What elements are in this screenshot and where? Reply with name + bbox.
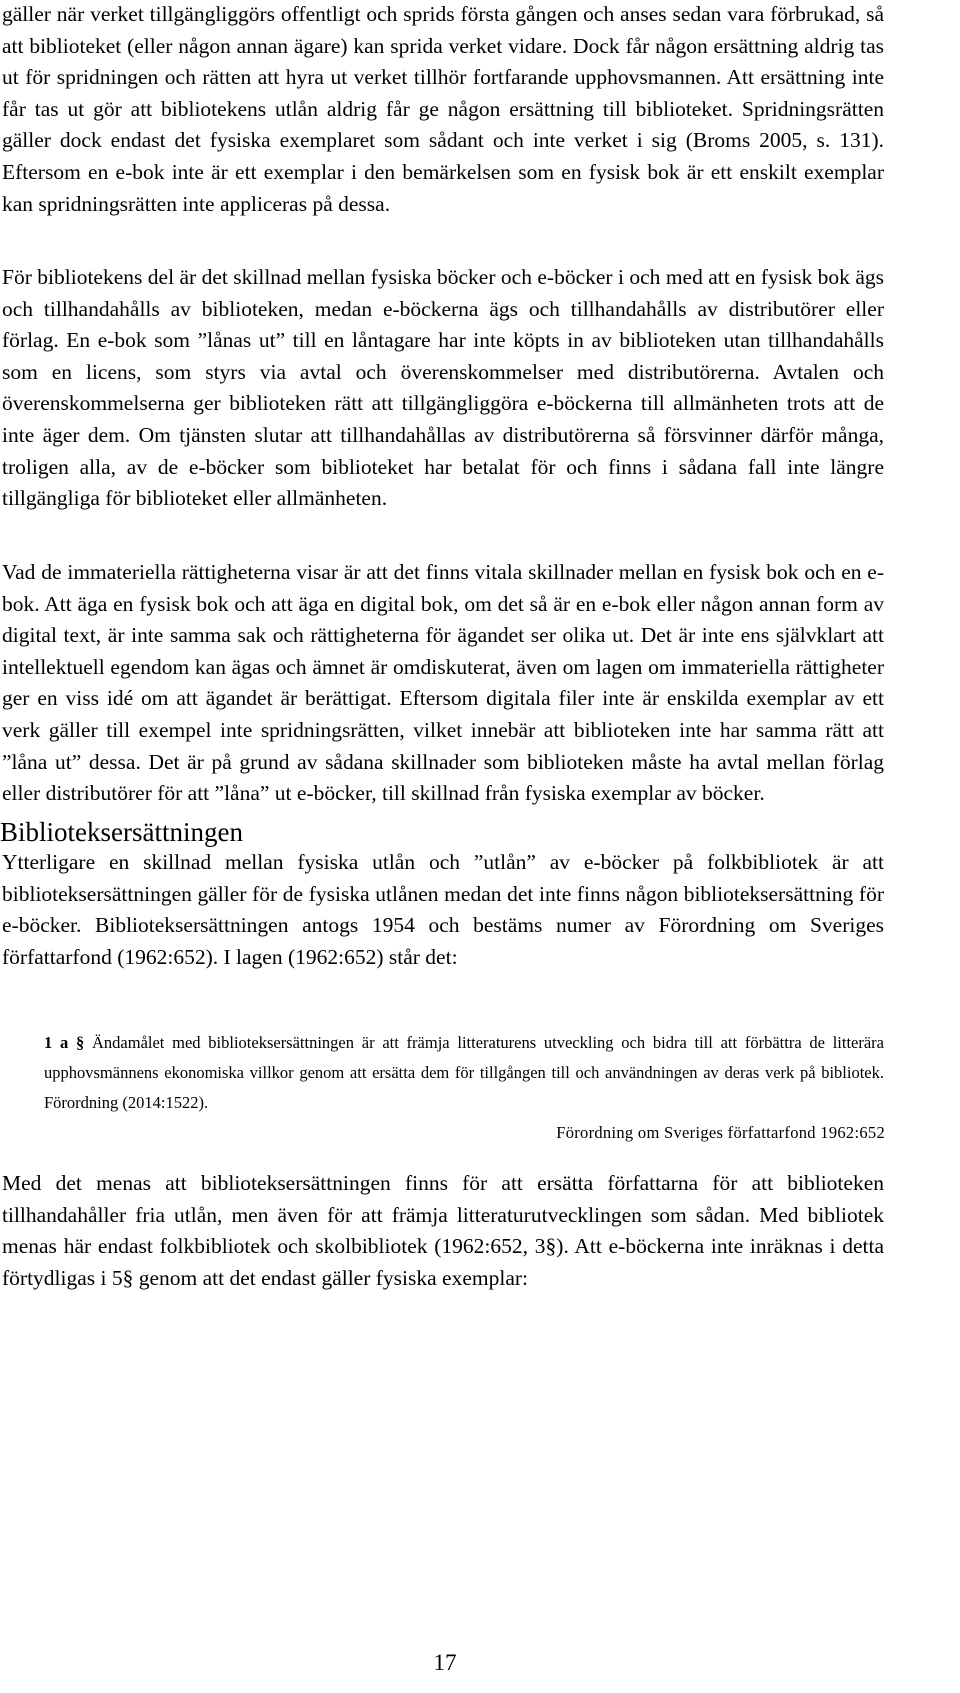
body-paragraph: Med det menas att biblioteksersättningen finns för att ersätta författarna för att biblioteken tillhandahåller fria utlån, men även för att främja litteraturutvecklingen som sådan. Med bibliotek menas här endast folkbibliotek och skolbibliotek (1962:652, 3§). Att e-böckerna inte inräknas i detta förtydligas i 5§ genom att det endast gäller fysiska exemplar: xyxy=(2,1171,884,1290)
quote-source: Förordning om Sveriges författarfond 1962:652 xyxy=(556,1123,885,1142)
quote-section-number: 1 a § xyxy=(44,1033,85,1052)
page-number: 17 xyxy=(433,1650,457,1675)
section-heading: Biblioteksersättningen xyxy=(0,817,243,847)
body-paragraph: gäller när verket tillgängliggörs offentligt och sprids första gången och anses sedan vara förbrukad, så att biblioteket (eller någon annan ägare) kan sprida verket vidare. Dock får någon ersättning aldrig tas ut för spridningen och rätten att hyra ut verket tillhör fortfarande upphovsmannen. Att ersättning inte får tas ut gör att bibliotekens utlån aldrig får ge någon ersättning till biblioteket. Spridningsrätten gäller dock endast det fysiska exemplaret som sådant och inte verket i sig (Broms 2005, s. 131). Eftersom en e-bok inte är ett exemplar i den bemärkelsen som en fysisk bok är ett enskilt exemplar kan spridningsrätten inte appliceras på dessa. xyxy=(2,2,884,216)
body-paragraph: Vad de immateriella rättigheterna visar är att det finns vitala skillnader mellan en fysisk bok och en e-bok. Att äga en fysisk bok och att äga en digital bok, om det så är en e-bok eller någon annan form av digital text, är inte samma sak och rättigheterna för ägandet ser olika ut. Det är inte ens självklart att intellektuell egendom kan ägas och ämnet är omdiskuterat, även om lagen om immateriella rättigheter ger en viss idé om att ägandet är berättigat. Eftersom digitala filer inte är enskilda exemplar av ett verk gäller till exempel inte spridningsrätten, vilket innebär att biblioteken inte har samma rätt att ”låna ut” dessa. Det är på grund av sådana skillnader som biblioteken måste ha avtal mellan förlag eller distributörer för att ”låna” ut e-böcker, till skillnad från fysiska exemplar av böcker. xyxy=(2,560,884,806)
quote-text: Ändamålet med biblioteksersättningen är att främja litteraturens utveckling och bidra till att förbättra de litterära upphovsmännens ekonomiska villkor genom att ersätta dem för tillgången till och användningen av deras verk på bibliotek. Förordning (2014:1522). xyxy=(44,1033,885,1112)
block-quote xyxy=(44,1028,884,1118)
body-paragraph: För bibliotekens del är det skillnad mellan fysiska böcker och e-böcker i och med att en fysisk bok ägs och tillhandahålls av biblioteken, medan e-böckerna ägs och tillhandahålls av distributörer eller förlag. En e-bok som ”lånas ut” till en låntagare har inte köpts in av biblioteken utan tillhandahålls som en licens, som styrs via avtal och överenskommelser med distributörerna. Avtalen och överenskommelserna ger biblioteken rätt att tillgängliggöra e-böckerna till allmänheten trots att de inte äger dem. Om tjänsten slutar att tillhandahållas av distributörerna så försvinner därför många, troligen alla, av de e-böcker som biblioteket har betalat för och finns i sådana fall inte längre tillgängliga för biblioteket eller allmänheten. xyxy=(2,265,884,511)
body-paragraph: Ytterligare en skillnad mellan fysiska utlån och ”utlån” av e-böcker på folkbibliotek är att biblioteksersättningen gäller för de fysiska utlånen medan det inte finns någon biblioteksersättning för e-böcker. Biblioteksersättningen antogs 1954 och bestäms numer av Förordning om Sveriges författarfond (1962:652). I lagen (1962:652) står det: xyxy=(2,850,884,969)
